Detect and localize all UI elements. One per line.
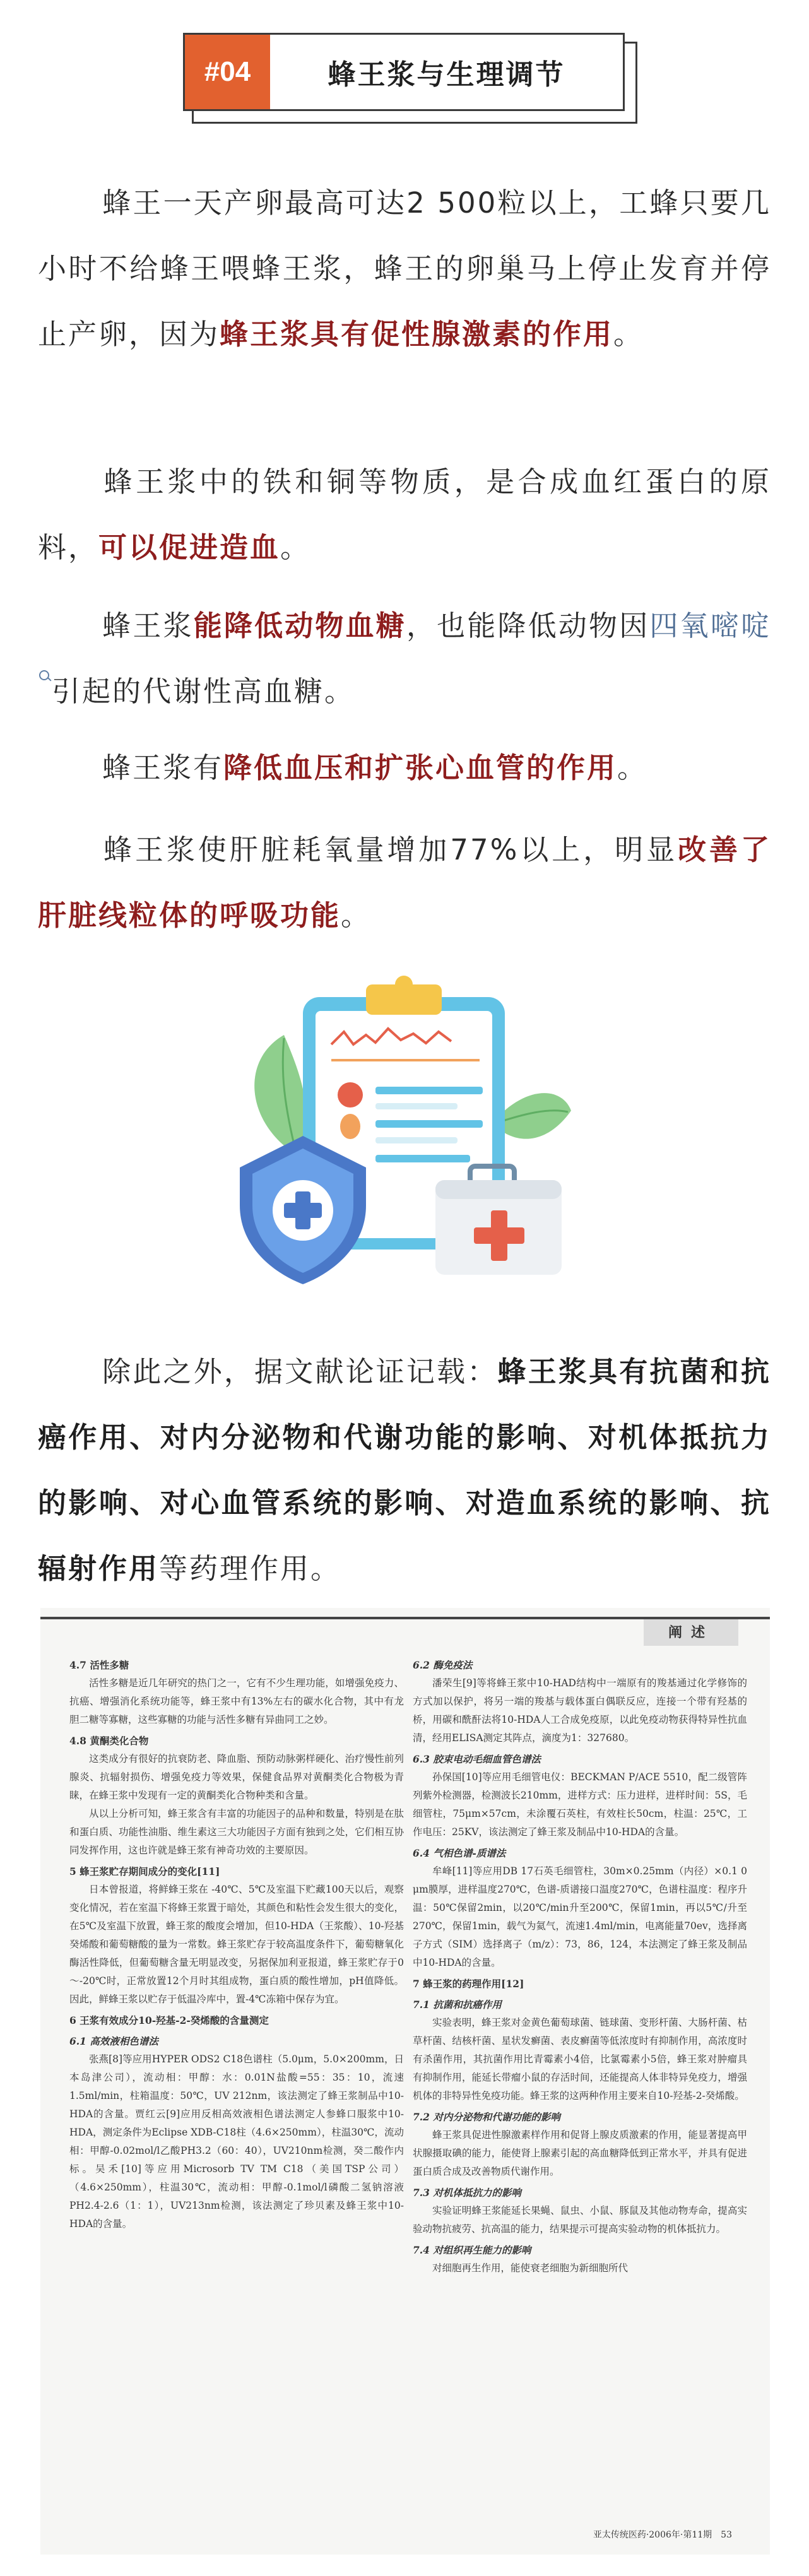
header-frame [183,33,625,111]
p4-pre: 蜂王浆有 [102,751,224,784]
journal-paragraph: 实验表明，蜂王浆对金黄色葡萄球菌、链球菌、变形杆菌、大肠杆菌、枯草杆菌、结核杆菌、星状发癣菌、表皮癣菌等低浓度时有抑制作用，高浓度时有杀菌作用，其抗菌作用比青霉素小4倍，比氯霉素小5倍，蜂王浆对肿瘤具有抑制作用，能延长带瘤小鼠的存活时间，还能提高人体非特异免疫力，增强机体的非特异性免疫功能。蜂王浆的这两种作用主要来自10-羟基-2-癸烯酸。 [413,2017,747,2101]
journal-right-column [413,1653,747,2278]
medical-shield-icon [240,1136,366,1284]
journal-heading: 7.4 对组织再生能力的影响 [413,2244,531,2256]
journal-section-tab: 阐述 [644,1619,738,1646]
p5-pre: 蜂王浆使肝脏耗氧量增加77%以上，明显 [102,833,678,866]
p4-end: 。 [617,751,648,784]
paragraph-4 [38,735,771,801]
p3-emphasis: 能降低动物血糖 [193,609,406,642]
p3-mid: ，也能降低动物因 [406,609,650,642]
journal-heading: 4.7 活性多糖 [69,1659,129,1671]
medical-clipboard-illustration [227,966,581,1294]
journal-left-column [69,1653,404,2233]
journal-scan [40,1608,770,2555]
journal-heading: 7.2 对内分泌物和代谢功能的影响 [413,2111,560,2123]
p3-end: 引起的代谢性高血糖。 [52,675,355,708]
p3-pre: 蜂王浆 [102,609,194,642]
journal-heading: 6.2 酶免疫法 [413,1659,473,1671]
p6-pre: 除此之外，据文献论证记载： [102,1355,498,1388]
p2-emphasis: 可以促进造血 [98,531,281,564]
journal-paragraph: 张燕[8]等应用HYPER ODS2 C18色谱柱（5.0μm，5.0×200mm，日本岛津公司），流动相：甲醇：水：0.01N盐酸=55：35：10，流速1.5ml/min，柱箱温度：50℃，UV 212nm，该法测定了蜂王浆制品中10-HDA的含量。贾红云[9]应用反相高效液相色谱法测定人参蜂口服浆中10-HDA，测定条件为Eclipse XDB-C18柱（4.6×250mm），柱温30℃，流动相：甲醇-0.02mol/l乙酸PH3.2（60：40），UV210nm检测，癸二酸作内标。吴禾[10]等应用Microsorb TV TM C18（美国TSP公司）（4.6×250mm），柱温30℃，流动相：甲醇-0.1mol/l磷酸二氢钠溶液PH2.4-2.6（1：1），UV213nm检测，该法测定了珍贝素及蜂王浆中10-HDA的含量。 [69,2053,404,2230]
paragraph-5 [38,817,771,948]
journal-heading: 6.3 胶束电动毛细血管色谱法 [413,1753,541,1765]
journal-heading: 7 蜂王浆的药理作用[12] [413,1978,524,1990]
paragraph-1 [38,170,771,367]
section-title: 蜂王浆与生理调节 [328,59,565,91]
journal-paragraph: 从以上分析可知，蜂王浆含有丰富的功能因子的品种和数量，特别是在肽和蛋白质、功能性油脂、维生素这三大功能因子方面有独到之处，它们相互协同发挥作用，这也许就是蜂王浆有神奇功效的主要原因。 [69,1808,404,1856]
p4-emphasis: 降低血压和扩张心血管的作用 [223,751,618,784]
journal-paragraph: 潘荣生[9]等将蜂王浆中10-HAD结构中一端原有的羧基通过化学修饰的方式加以保护，将另一端的羧基与载体蛋白偶联反应，连接一个带有羟基的桥，用碳和酰酐法将10-HDA人工合成免疫原，以此免疫动物获得特异性抗血清，经用ELISA测定其阵点，滴度为1：327680。 [413,1677,747,1744]
journal-heading: 4.8 黄酮类化合物 [69,1735,149,1747]
p6-emphasis: 蜂王浆具有抗菌和抗癌作用、对内分泌物和代谢功能的影响、对机体抵抗力的影响、对心血管系统的影响、对造血系统的影响、抗辐射作用 [38,1355,771,1585]
journal-paragraph: 这类成分有很好的抗衰防老、降血脂、预防动脉粥样硬化、治疗慢性前列腺炎、抗辐射损伤、增强免疫力等效果，保健食品界对黄酮类化合物极为青睐，在蜂王浆中发现有一定的黄酮类化合物种类和含量。 [69,1753,404,1801]
paragraph-6 [38,1339,771,1602]
p2-end: 。 [280,531,311,564]
p1-end: 。 [613,317,644,351]
tetraoxypyrimidine-link[interactable]: 四氧嘧啶 [649,609,771,642]
journal-footer: 亚太传统医药·2006年·第11期 53 [593,2530,732,2540]
journal-paragraph: 牟峰[11]等应用DB 17石英毛细管柱，30m×0.25mm（内径）×0.1 0 μm膜厚，进样温度270℃，色谱-质谱接口温度270℃，色谱柱温度：程序升温：50℃保留2min，以20℃/min升至200℃，保留1min，再以5℃/升至270℃，保留1min，载气为氦气，流速1.4ml/min，电离能量70ev，选择离子方式（SIM）选择离子（m/z）：73，86，124，本法测定了蜂王浆及制品中10-HDA的含量。 [413,1865,747,1968]
journal-paragraph: 孙保国[10]等应用毛细管电仪：BECKMAN P/ACE 5510，配二级管阵列紫外检测器，检测波长210mm，进样方式：压力进样，进样时间：5S，毛细管柱，75μm×57cm，未涂覆石英柱，有效柱长50cm，柱温：25℃，工作电压：25KV，该法测定了蜂王浆及制品中10-HDA的含量。 [413,1771,747,1838]
journal-heading: 5 蜂王浆贮存期间成分的变化[11] [69,1865,220,1877]
journal-paragraph: 日本曾报道，将鲜蜂王浆在 -40℃、5℃及室温下贮藏100天以后，观察变化情况，若在室温下将蜂王浆置于暗处，其颜色和粘性会发生很大的变化，在5℃及室温下放置，蜂王浆的酸度会增加，但10-HDA（王浆酸）、10-羟基癸烯酸和葡萄糖酸的量为一常数。蜂王浆贮存于较高温度条件下，葡萄糖氧化酶活性降低，但葡萄糖含量无明显改变，另据保加利亚报道，蜂王浆贮存于0～-20℃时，正常放置12个月时其组成物，蛋白质的酸性增加，pH值降低。因此，鲜蜂王浆以贮存于低温冷库中，置-4℃冻箱中保存为宜。 [69,1884,404,2005]
p1-emphasis: 蜂王浆具有促性腺激素的作用 [220,317,614,351]
journal-heading: 7.3 对机体抵抗力的影响 [413,2187,521,2199]
p6-end: 等药理作用。 [159,1552,341,1585]
paragraph-2 [38,449,771,581]
journal-heading: 6 王浆有效成分10-羟基-2-癸烯酸的含量测定 [69,2014,269,2026]
paragraph-3 [38,593,771,724]
journal-paragraph: 蜂王浆具促进性腺激素样作用和促肾上腺皮质激素的作用，能显著提高甲状腺摄取碘的能力，能使肾上腺素引起的高血糖降低到正常水平，并具有促进蛋白质合成及改善物质代谢作用。 [413,2129,747,2177]
first-aid-kit-icon [435,1166,562,1275]
section-header [183,33,639,126]
section-number: #04 [185,35,270,109]
p1-text: 蜂王一天产卵最高可达2 500粒以上，工蜂只要几小时不给蜂王喂蜂王浆，蜂王的卵巢马上停止发育并停止产卵，因为 [38,186,771,351]
p2-text: 蜂王浆中的铁和铜等物质，是合成血红蛋白的原料， [38,465,771,564]
journal-paragraph: 实验证明蜂王浆能延长果蝇、鼠虫、小鼠、豚鼠及其他动物寿命，提高实验动物抗疲劳、抗高温的能力，结果提示可提高实验动物的机体抵抗力。 [413,2205,747,2235]
journal-paragraph: 活性多糖是近几年研究的热门之一，它有不少生理功能，如增强免疫力、抗癌、增强消化系统功能等，蜂王浆中有13%左右的碳水化合物，其中有龙胆二糖等寡糖，这些寡糖的功能与活性多糖有异曲同工之妙。 [69,1677,404,1725]
p5-emphasis: 改善了肝脏线粒体的呼吸功能 [38,833,771,932]
journal-heading: 6.4 气相色谱-质谱法 [413,1847,506,1859]
leaf-left-icon [254,1035,306,1155]
p5-end: 。 [341,899,372,932]
journal-heading: 6.1 高效液相色谱法 [69,2035,158,2047]
journal-heading: 7.1 抗菌和抗癌作用 [413,1999,502,2011]
search-icon[interactable] [38,670,52,684]
journal-paragraph: 对细胞再生作用，能使衰老细胞为新细胞所代 [432,2262,629,2274]
